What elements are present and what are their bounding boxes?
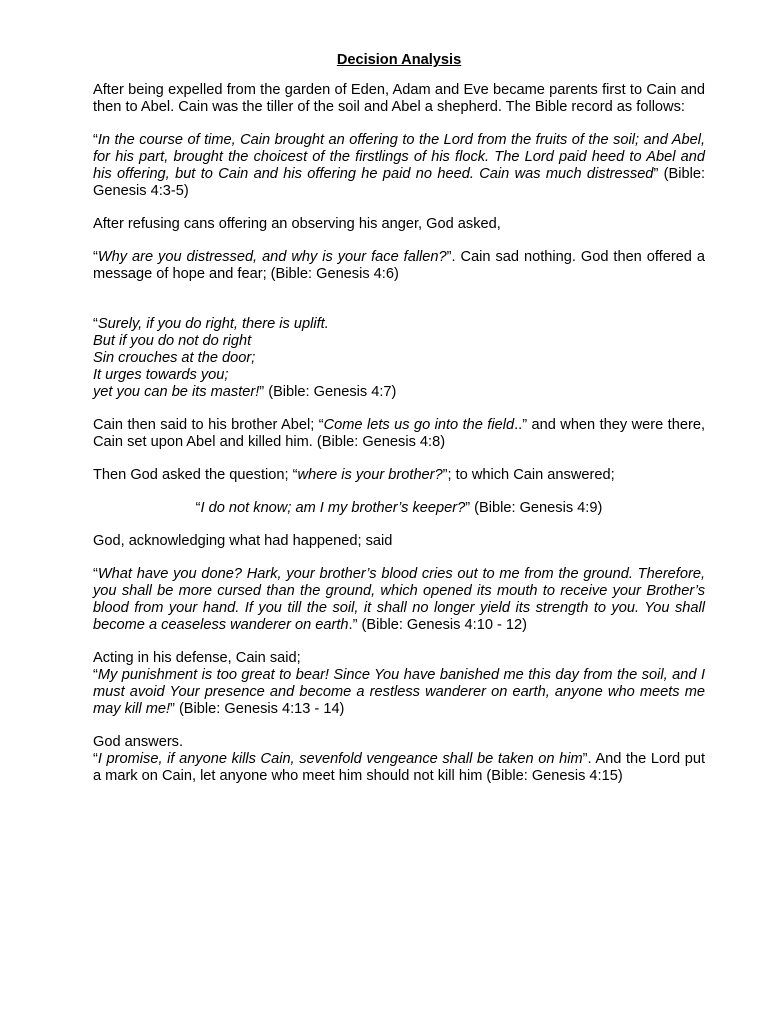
god-asked-paragraph: After refusing cans offering an observing his anger, God asked, [93, 216, 501, 232]
document-title: Decision Analysis [336, 52, 462, 68]
genesis-4-8-paragraph: Cain then said to his brother Abel; “Come lets us go into the field..” and when they were there, Cain set upon Abel and killed him. (Bible: Genesis 4:8) [93, 417, 705, 450]
intro-paragraph: After being expelled from the garden of Eden, Adam and Eve became parents first to Cain and then to Abel. Cain was the tiller of the soil and Abel a shepherd. The Bible record as follows: [93, 82, 705, 115]
genesis-4-3-quote: “In the course of time, Cain brought an offering to the Lord from the fruits of the soil; and Abel, for his part, brought the choicest of the firstlings of his flock. The Lord paid heed to Abel and his offering, but to Cain and his offering he paid no heed. Cain was much distressed” (Bible: Genesis 4:3-5) [93, 132, 706, 199]
question-paragraph: Then God asked the question; “where is your brother?”; to which Cain answered; [93, 467, 615, 483]
genesis-4-15-quote: “I promise, if anyone kills Cain, sevenfold vengeance shall be taken on him”. And the Lord put a mark on Cain, let anyone who meet him should not kill him (Bible: Genesis 4:15) [93, 751, 706, 784]
genesis-4-13-quote: “My punishment is too great to bear! Since You have banished me this day from the soil, and I must avoid Your presence and become a restless wanderer on earth, anyone who meets me may kill me!” (Bible: Genesis 4:13 - 14) [93, 667, 705, 717]
genesis-4-9-quote: “I do not know; am I my brother’s keeper?” (Bible: Genesis 4:9) [195, 500, 603, 516]
genesis-4-6-quote: “Why are you distressed, and why is your face fallen?”. Cain sad nothing. God then offered a message of hope and fear; (Bible: Genesis 4:6) [93, 249, 705, 282]
document-page [93, 52, 705, 785]
genesis-4-10-quote: “What have you done? Hark, your brother’s blood cries out to me from the ground. Therefore, you shall be more cursed than the ground, which opened its mouth to receive your Brother’s blood from your hand. If you till the soil, it shall no longer yield its strength to you. You shall become a ceaseless wanderer on earth.” (Bible: Genesis 4:10 - 12) [93, 566, 705, 633]
genesis-4-7-poem: “Surely, if you do right, there is uplift. But if you do not do right Sin crouches at the door; It urges towards you; yet you can be its master!” (Bible: Genesis 4:7) [93, 316, 397, 400]
god-acknowledging-paragraph: God, acknowledging what had happened; said [93, 533, 393, 549]
god-answers-paragraph: God answers. [93, 734, 184, 750]
cain-defense-paragraph: Acting in his defense, Cain said; [93, 650, 301, 666]
